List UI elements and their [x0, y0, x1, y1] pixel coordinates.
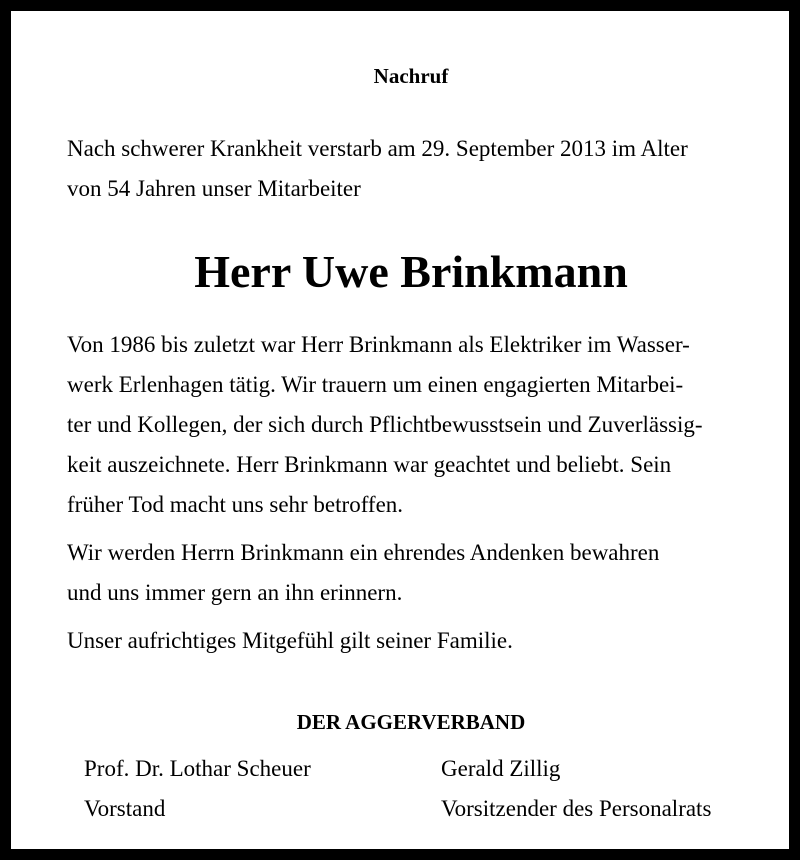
signatory-right — [441, 749, 711, 829]
tribute-line: Von 1986 bis zuletzt war Herr Brinkmann als Elektriker im Wasser- — [67, 332, 690, 357]
remembrance-line: Wir werden Herrn Brinkmann ein ehrendes Andenken bewahren — [67, 540, 660, 565]
condolence-paragraph: Unser aufrichtiges Mitgefühl gilt seiner Familie. — [67, 628, 513, 653]
tribute-line: ter und Kollegen, der sich durch Pflichtbewusstsein und Zuverlässig- — [67, 412, 703, 437]
intro-paragraph — [67, 129, 755, 209]
tribute-line: werk Erlenhagen tätig. Wir trauern um einen engagierten Mitarbei- — [67, 372, 684, 397]
signatory-name: Prof. Dr. Lothar Scheuer — [84, 756, 311, 781]
signatory-role: Vorstand — [84, 796, 166, 821]
organization-name: DER AGGERVERBAND — [296, 710, 526, 734]
intro-line: Nach schwerer Krankheit verstarb am 29. September 2013 im Alter — [67, 136, 688, 161]
tribute-paragraph — [67, 325, 755, 525]
signatory-name: Gerald Zillig — [441, 756, 561, 781]
signatory-left — [84, 749, 311, 829]
obituary-heading: Nachruf — [373, 64, 449, 88]
tribute-line: keit auszeichnete. Herr Brinkmann war geachtet und beliebt. Sein — [67, 452, 672, 477]
deceased-name: Herr Uwe Brinkmann — [194, 246, 628, 297]
remembrance-line: und uns immer gern an ihn erinnern. — [67, 580, 403, 605]
remembrance-paragraph — [67, 533, 755, 613]
signatory-role: Vorsitzender des Personalrats — [441, 796, 712, 821]
intro-line: von 54 Jahren unser Mitarbeiter — [67, 176, 361, 201]
tribute-line: früher Tod macht uns sehr betroffen. — [67, 492, 404, 517]
